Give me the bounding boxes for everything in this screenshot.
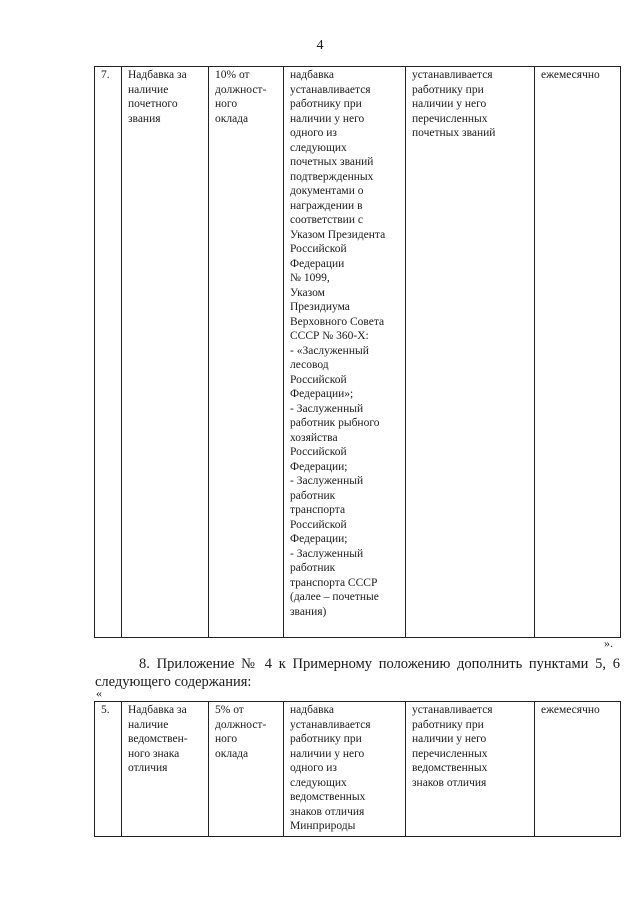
allowance-name-cell: Надбавка за наличие ведомствен- ного знака отличия [122, 702, 209, 837]
allowance-condition-cell: устанавливается работнику при наличии у него перечисленных почетных званий [406, 67, 535, 638]
table-row [95, 702, 621, 837]
opening-quote: « [96, 686, 102, 700]
row-number-cell: 7. [95, 67, 122, 638]
payment-frequency-cell: ежемесячно [535, 702, 621, 837]
page-number: 4 [316, 38, 324, 53]
payment-frequency-cell: ежемесячно [535, 67, 621, 638]
allowance-amount-cell: 5% от должност- ного оклада [209, 702, 284, 837]
row-number-cell: 5. [95, 702, 122, 837]
allowance-table-honorary-title [94, 66, 621, 638]
amendment-paragraph: 8. Приложение № 4 к Примерному положению дополнить пунктами 5, 6 следующего содержания: [95, 656, 620, 690]
allowance-amount-cell: 10% от должност- ного оклада [209, 67, 284, 638]
allowance-description-cell: надбавка устанавливается работнику при наличии у него одного из следующих почетных званий подтвержденных документами о награждении в соответствии с Указом Президента Российской Федерации № 1099, Указом Президиума Верховного Совета СССР № 360-Х: - «Заслуженный лесовод Российской Федерации»; - Заслуженный работник рыбного хозяйства Российской Федерации; - Заслуженный работник транспорта Российской Федерации; - Заслуженный работник транспорта СССР (далее – почетные звания) [284, 67, 406, 638]
allowance-description-cell: надбавка устанавливается работнику при наличии у него одного из следующих ведомственных знаков отличия Минприроды [284, 702, 406, 837]
allowance-name-cell: Надбавка за наличие почетного звания [122, 67, 209, 638]
table-row [95, 67, 621, 638]
allowance-table-departmental-insignia [94, 701, 621, 837]
closing-quote: ». [604, 636, 613, 650]
allowance-condition-cell: устанавливается работнику при наличии у него перечисленных ведомственных знаков отличия [406, 702, 535, 837]
